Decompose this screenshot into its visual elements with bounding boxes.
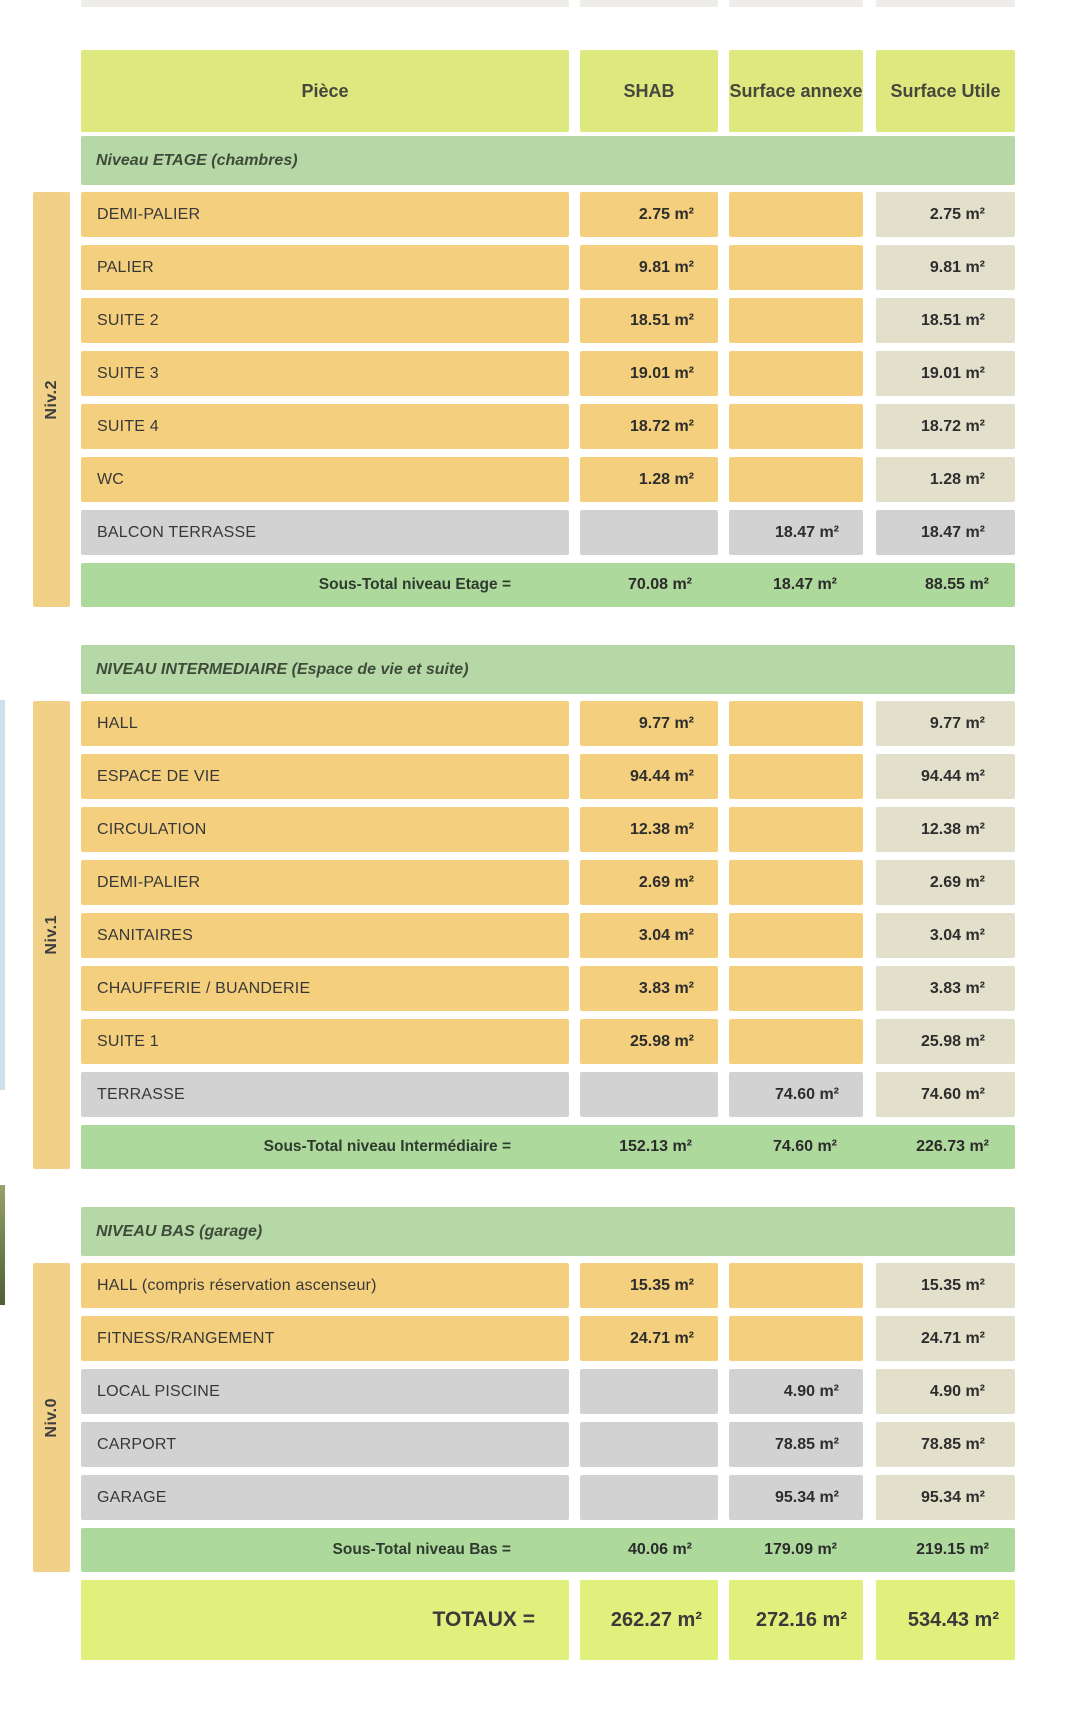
cell-piece-label: HALL xyxy=(81,701,569,746)
cell-shab-value: 9.77 m² xyxy=(580,701,718,746)
totals-annexe-value: 272.16 m² xyxy=(729,1580,863,1660)
cell-utile-value: 2.69 m² xyxy=(876,860,1015,905)
section-title: NIVEAU INTERMEDIAIRE (Espace de vie et suite) xyxy=(81,645,1015,694)
subtotal-shab-value: 70.08 m² xyxy=(627,576,692,593)
cell-shab-value: 1.28 m² xyxy=(580,457,718,502)
table-row xyxy=(81,351,1015,396)
table-row xyxy=(81,1422,1015,1467)
table-row xyxy=(81,860,1015,905)
section-title: NIVEAU BAS (garage) xyxy=(81,1207,1015,1256)
level-label: Niv.1 xyxy=(42,915,60,955)
cell-piece-label: SUITE 3 xyxy=(81,351,569,396)
section-bas xyxy=(42,1207,1015,1572)
cell-piece-label: HALL (compris réservation ascenseur) xyxy=(81,1263,569,1308)
column-header-piece: Pièce xyxy=(81,50,569,132)
cell-piece-label: SANITAIRES xyxy=(81,913,569,958)
cell-annexe-value xyxy=(729,1263,863,1308)
cell-annexe-value: 74.60 m² xyxy=(729,1072,863,1117)
section-title: Niveau ETAGE (chambres) xyxy=(81,136,1015,185)
table-row xyxy=(81,754,1015,799)
cropped-top-edge xyxy=(876,0,1015,7)
cell-annexe-value xyxy=(729,351,863,396)
table-row xyxy=(81,192,1015,237)
table-header xyxy=(81,50,1015,132)
cell-shab-value xyxy=(580,510,718,555)
subtotal-utile-value: 226.73 m² xyxy=(916,1138,989,1155)
cell-utile-value: 3.04 m² xyxy=(876,913,1015,958)
totals-label: TOTAUX = xyxy=(81,1580,569,1660)
cell-utile-value: 9.77 m² xyxy=(876,701,1015,746)
cell-piece-label: DEMI-PALIER xyxy=(81,860,569,905)
table-row xyxy=(81,701,1015,746)
subtotal-shab-value: 40.06 m² xyxy=(627,1541,692,1558)
table-row xyxy=(81,1263,1015,1308)
cell-utile-value: 78.85 m² xyxy=(876,1422,1015,1467)
cell-piece-label: ESPACE DE VIE xyxy=(81,754,569,799)
cell-utile-value: 18.72 m² xyxy=(876,404,1015,449)
cell-shab-value: 9.81 m² xyxy=(580,245,718,290)
cell-annexe-value xyxy=(729,913,863,958)
left-edge-image-sliver xyxy=(0,1185,5,1305)
cell-annexe-value xyxy=(729,754,863,799)
table-row xyxy=(81,298,1015,343)
cell-shab-value xyxy=(580,1369,718,1414)
table-row xyxy=(81,510,1015,555)
cell-shab-value: 18.72 m² xyxy=(580,404,718,449)
cell-piece-label: CIRCULATION xyxy=(81,807,569,852)
cell-shab-value: 94.44 m² xyxy=(580,754,718,799)
surface-table xyxy=(42,50,1015,1660)
cell-utile-value: 4.90 m² xyxy=(876,1369,1015,1414)
cell-utile-value: 25.98 m² xyxy=(876,1019,1015,1064)
cell-piece-label: SUITE 4 xyxy=(81,404,569,449)
table-row xyxy=(81,404,1015,449)
cell-piece-label: FITNESS/RANGEMENT xyxy=(81,1316,569,1361)
subtotal-label: Sous-Total niveau Bas = xyxy=(332,1541,511,1558)
cell-piece-label: GARAGE xyxy=(81,1475,569,1520)
cell-utile-value: 18.47 m² xyxy=(876,510,1015,555)
cropped-top-edge xyxy=(580,0,718,7)
table-row xyxy=(81,807,1015,852)
subtotal-utile-value: 88.55 m² xyxy=(924,576,989,593)
cropped-top-edge xyxy=(729,0,863,7)
cell-annexe-value xyxy=(729,1019,863,1064)
table-row xyxy=(81,913,1015,958)
cell-annexe-value xyxy=(729,1316,863,1361)
level-tab-bas xyxy=(33,1263,70,1572)
left-edge-image-sliver xyxy=(0,700,5,1090)
subtotal-row-intermediaire xyxy=(81,1125,1015,1169)
cell-piece-label: SUITE 1 xyxy=(81,1019,569,1064)
cropped-top-edge xyxy=(81,0,569,7)
subtotal-label: Sous-Total niveau Intermédiaire = xyxy=(263,1138,511,1155)
cell-utile-value: 12.38 m² xyxy=(876,807,1015,852)
level-tab-intermediaire xyxy=(33,701,70,1169)
table-sections xyxy=(42,136,1015,1572)
cell-utile-value: 19.01 m² xyxy=(876,351,1015,396)
cell-shab-value xyxy=(580,1072,718,1117)
cell-piece-label: DEMI-PALIER xyxy=(81,192,569,237)
cell-piece-label: PALIER xyxy=(81,245,569,290)
cell-shab-value: 24.71 m² xyxy=(580,1316,718,1361)
subtotal-annexe-value: 74.60 m² xyxy=(772,1138,837,1155)
cell-utile-value: 74.60 m² xyxy=(876,1072,1015,1117)
cell-annexe-value: 4.90 m² xyxy=(729,1369,863,1414)
subtotal-row-etage xyxy=(81,563,1015,607)
cell-utile-value: 24.71 m² xyxy=(876,1316,1015,1361)
cell-annexe-value xyxy=(729,192,863,237)
table-row xyxy=(81,1019,1015,1064)
table-row xyxy=(81,1316,1015,1361)
table-row xyxy=(81,1072,1015,1117)
subtotal-shab-value: 152.13 m² xyxy=(619,1138,692,1155)
cell-piece-label: CARPORT xyxy=(81,1422,569,1467)
subtotal-annexe-value: 18.47 m² xyxy=(772,576,837,593)
cell-shab-value: 3.04 m² xyxy=(580,913,718,958)
cell-utile-value: 18.51 m² xyxy=(876,298,1015,343)
cell-shab-value: 2.69 m² xyxy=(580,860,718,905)
cell-annexe-value xyxy=(729,701,863,746)
level-tab-etage xyxy=(33,192,70,607)
totals-row xyxy=(81,1580,1015,1660)
cell-shab-value: 2.75 m² xyxy=(580,192,718,237)
level-label: Niv.2 xyxy=(42,379,60,420)
cell-annexe-value: 95.34 m² xyxy=(729,1475,863,1520)
cell-annexe-value xyxy=(729,457,863,502)
subtotal-row-bas xyxy=(81,1528,1015,1572)
cell-shab-value xyxy=(580,1422,718,1467)
cell-annexe-value xyxy=(729,860,863,905)
cell-utile-value: 94.44 m² xyxy=(876,754,1015,799)
section-intermediaire xyxy=(42,645,1015,1169)
totals-utile-value: 534.43 m² xyxy=(876,1580,1015,1660)
subtotal-annexe-value: 179.09 m² xyxy=(764,1541,837,1558)
cell-piece-label: BALCON TERRASSE xyxy=(81,510,569,555)
table-row xyxy=(81,966,1015,1011)
cell-piece-label: CHAUFFERIE / BUANDERIE xyxy=(81,966,569,1011)
table-row xyxy=(81,1475,1015,1520)
cell-shab-value: 19.01 m² xyxy=(580,351,718,396)
column-header-surface-annexe: Surface annexe xyxy=(729,50,863,132)
cell-annexe-value xyxy=(729,404,863,449)
cell-shab-value xyxy=(580,1475,718,1520)
cell-annexe-value: 78.85 m² xyxy=(729,1422,863,1467)
cell-annexe-value xyxy=(729,298,863,343)
level-label: Niv.0 xyxy=(42,1397,60,1438)
cell-annexe-value xyxy=(729,807,863,852)
cell-shab-value: 3.83 m² xyxy=(580,966,718,1011)
subtotal-utile-value: 219.15 m² xyxy=(916,1541,989,1558)
cell-utile-value: 2.75 m² xyxy=(876,192,1015,237)
table-row xyxy=(81,457,1015,502)
column-header-shab: SHAB xyxy=(580,50,718,132)
table-row xyxy=(81,245,1015,290)
cell-shab-value: 25.98 m² xyxy=(580,1019,718,1064)
cell-piece-label: WC xyxy=(81,457,569,502)
totals-shab-value: 262.27 m² xyxy=(580,1580,718,1660)
cell-shab-value: 18.51 m² xyxy=(580,298,718,343)
cell-utile-value: 3.83 m² xyxy=(876,966,1015,1011)
cell-piece-label: SUITE 2 xyxy=(81,298,569,343)
section-etage xyxy=(42,136,1015,607)
cell-annexe-value: 18.47 m² xyxy=(729,510,863,555)
cell-piece-label: LOCAL PISCINE xyxy=(81,1369,569,1414)
cell-shab-value: 15.35 m² xyxy=(580,1263,718,1308)
table-row xyxy=(81,1369,1015,1414)
cell-utile-value: 9.81 m² xyxy=(876,245,1015,290)
cell-annexe-value xyxy=(729,245,863,290)
cell-utile-value: 15.35 m² xyxy=(876,1263,1015,1308)
cell-piece-label: TERRASSE xyxy=(81,1072,569,1117)
cell-annexe-value xyxy=(729,966,863,1011)
cell-shab-value: 12.38 m² xyxy=(580,807,718,852)
column-header-surface-utile: Surface Utile xyxy=(876,50,1015,132)
subtotal-label: Sous-Total niveau Etage = xyxy=(318,576,511,593)
cell-utile-value: 95.34 m² xyxy=(876,1475,1015,1520)
cell-utile-value: 1.28 m² xyxy=(876,457,1015,502)
